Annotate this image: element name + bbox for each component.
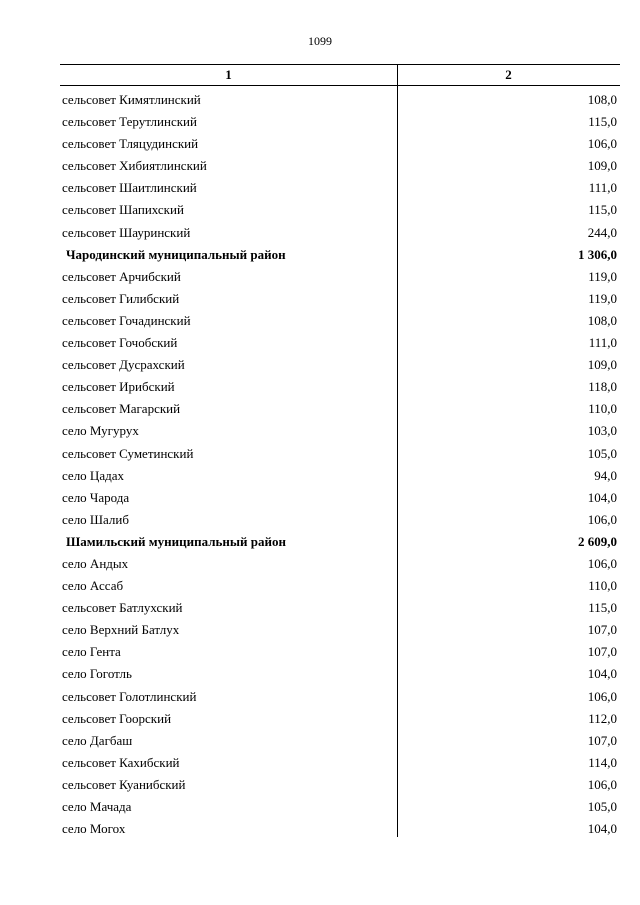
row-value: 119,0 bbox=[588, 290, 617, 306]
table-row bbox=[60, 575, 620, 597]
row-value: 104,0 bbox=[587, 821, 617, 837]
row-name: село Гента bbox=[62, 644, 121, 660]
row-name: село Мугурух bbox=[62, 423, 139, 439]
row-value: 94,0 bbox=[594, 467, 617, 483]
table-row bbox=[60, 398, 620, 420]
table-row bbox=[60, 443, 620, 465]
table-row bbox=[60, 222, 620, 244]
row-value: 115,0 bbox=[588, 114, 617, 130]
row-value: 108,0 bbox=[587, 312, 617, 328]
table-row bbox=[60, 752, 620, 774]
table-row bbox=[60, 597, 620, 619]
row-value: 104,0 bbox=[587, 489, 617, 505]
row-name: село Верхний Батлух bbox=[62, 622, 180, 638]
row-value: 110,0 bbox=[588, 401, 617, 417]
table-row bbox=[60, 111, 620, 133]
table-row bbox=[60, 332, 620, 354]
row-name: село Шалиб bbox=[62, 511, 129, 527]
table-row bbox=[60, 288, 620, 310]
row-name: сельсовет Хибиятлинский bbox=[62, 158, 207, 174]
table-row bbox=[60, 553, 620, 575]
row-name: сельсовет Кахибский bbox=[62, 754, 180, 770]
row-value: 112,0 bbox=[588, 710, 617, 726]
table-row bbox=[60, 177, 620, 199]
table-row bbox=[60, 354, 620, 376]
row-value: 105,0 bbox=[587, 799, 617, 814]
row-value: 106,0 bbox=[587, 136, 617, 152]
row-name: сельсовет Терутлинский bbox=[62, 114, 197, 130]
row-value: 107,0 bbox=[587, 732, 617, 748]
row-value: 108,0 bbox=[587, 92, 617, 107]
row-value: 110,0 bbox=[588, 578, 617, 594]
table-row bbox=[60, 619, 620, 641]
row-name: сельсовет Ирибский bbox=[62, 379, 175, 395]
table-body bbox=[60, 89, 620, 840]
table-row bbox=[60, 774, 620, 796]
row-value: 115,0 bbox=[588, 600, 617, 616]
row-name: Шамильский муниципальный район bbox=[66, 533, 286, 549]
table-row bbox=[60, 420, 620, 442]
row-name: село Цадах bbox=[62, 467, 124, 483]
row-name: село Могох bbox=[62, 821, 126, 837]
row-value: 109,0 bbox=[587, 357, 617, 373]
row-name: сельсовет Шауринский bbox=[62, 224, 191, 240]
row-name: сельсовет Куанибский bbox=[62, 776, 186, 792]
row-name: сельсовет Батлухский bbox=[62, 600, 183, 616]
row-name: село Андых bbox=[62, 555, 129, 571]
row-name: сельсовет Магарский bbox=[62, 401, 181, 417]
row-value: 2 609,0 bbox=[578, 533, 617, 549]
row-value: 106,0 bbox=[587, 776, 617, 792]
table-row bbox=[60, 465, 620, 487]
data-table bbox=[60, 64, 620, 840]
row-value: 107,0 bbox=[587, 644, 617, 660]
row-value: 103,0 bbox=[587, 423, 617, 439]
table-row bbox=[60, 133, 620, 155]
row-value: 115,0 bbox=[588, 202, 617, 218]
row-name: сельсовет Шаитлинский bbox=[62, 180, 197, 196]
table-row bbox=[60, 155, 620, 177]
row-value: 107,0 bbox=[587, 622, 617, 638]
row-value: 1 306,0 bbox=[578, 246, 617, 262]
row-name: село Чарода bbox=[62, 489, 130, 505]
table-header bbox=[60, 65, 620, 86]
table-row bbox=[60, 663, 620, 685]
row-name: село Ассаб bbox=[62, 578, 124, 594]
row-value: 244,0 bbox=[587, 224, 617, 240]
row-value: 109,0 bbox=[587, 158, 617, 174]
table-row bbox=[60, 641, 620, 663]
row-value: 111,0 bbox=[588, 335, 617, 351]
table-row bbox=[60, 796, 620, 818]
row-value: 106,0 bbox=[587, 555, 617, 571]
row-name: сельсовет Гочадинский bbox=[62, 312, 191, 328]
header-col-2: 2 bbox=[505, 67, 512, 82]
row-value: 106,0 bbox=[587, 511, 617, 527]
row-value: 106,0 bbox=[587, 688, 617, 704]
row-name: сельсовет Шапихский bbox=[62, 202, 184, 218]
row-name: сельсовет Кимятлинский bbox=[62, 92, 201, 107]
row-value: 119,0 bbox=[588, 268, 617, 284]
table-row bbox=[60, 376, 620, 398]
row-name: сельсовет Гочобский bbox=[62, 335, 178, 351]
row-value: 118,0 bbox=[588, 379, 617, 395]
table-row bbox=[60, 310, 620, 332]
table-row bbox=[60, 487, 620, 509]
table-row bbox=[60, 199, 620, 221]
table-row bbox=[60, 818, 620, 840]
district-total-row bbox=[60, 531, 620, 553]
row-name: сельсовет Гоорский bbox=[62, 710, 172, 726]
row-name: село Дагбаш bbox=[62, 732, 133, 748]
table-row bbox=[60, 708, 620, 730]
header-col-1: 1 bbox=[225, 67, 232, 82]
row-name: сельсовет Дусрахский bbox=[62, 357, 185, 373]
row-name: сельсовет Тляцудинский bbox=[62, 136, 199, 152]
row-value: 114,0 bbox=[588, 754, 617, 770]
row-name: сельсовет Голотлинский bbox=[62, 688, 197, 704]
row-name: сельсовет Гилибский bbox=[62, 290, 180, 306]
row-value: 105,0 bbox=[587, 445, 617, 461]
district-total-row bbox=[60, 244, 620, 266]
row-name: сельсовет Суметинский bbox=[62, 445, 194, 461]
row-name: сельсовет Арчибский bbox=[62, 268, 181, 284]
table-row bbox=[60, 686, 620, 708]
table-row bbox=[60, 509, 620, 531]
table-row bbox=[60, 266, 620, 288]
row-name: село Мачада bbox=[62, 799, 132, 814]
row-value: 104,0 bbox=[587, 666, 617, 682]
row-value: 111,0 bbox=[588, 180, 617, 196]
row-name: Чародинский муниципальный район bbox=[66, 246, 286, 262]
table-row bbox=[60, 730, 620, 752]
page-number: 1099 bbox=[308, 34, 332, 48]
row-name: село Гоготль bbox=[62, 666, 132, 682]
table-row bbox=[60, 89, 620, 111]
